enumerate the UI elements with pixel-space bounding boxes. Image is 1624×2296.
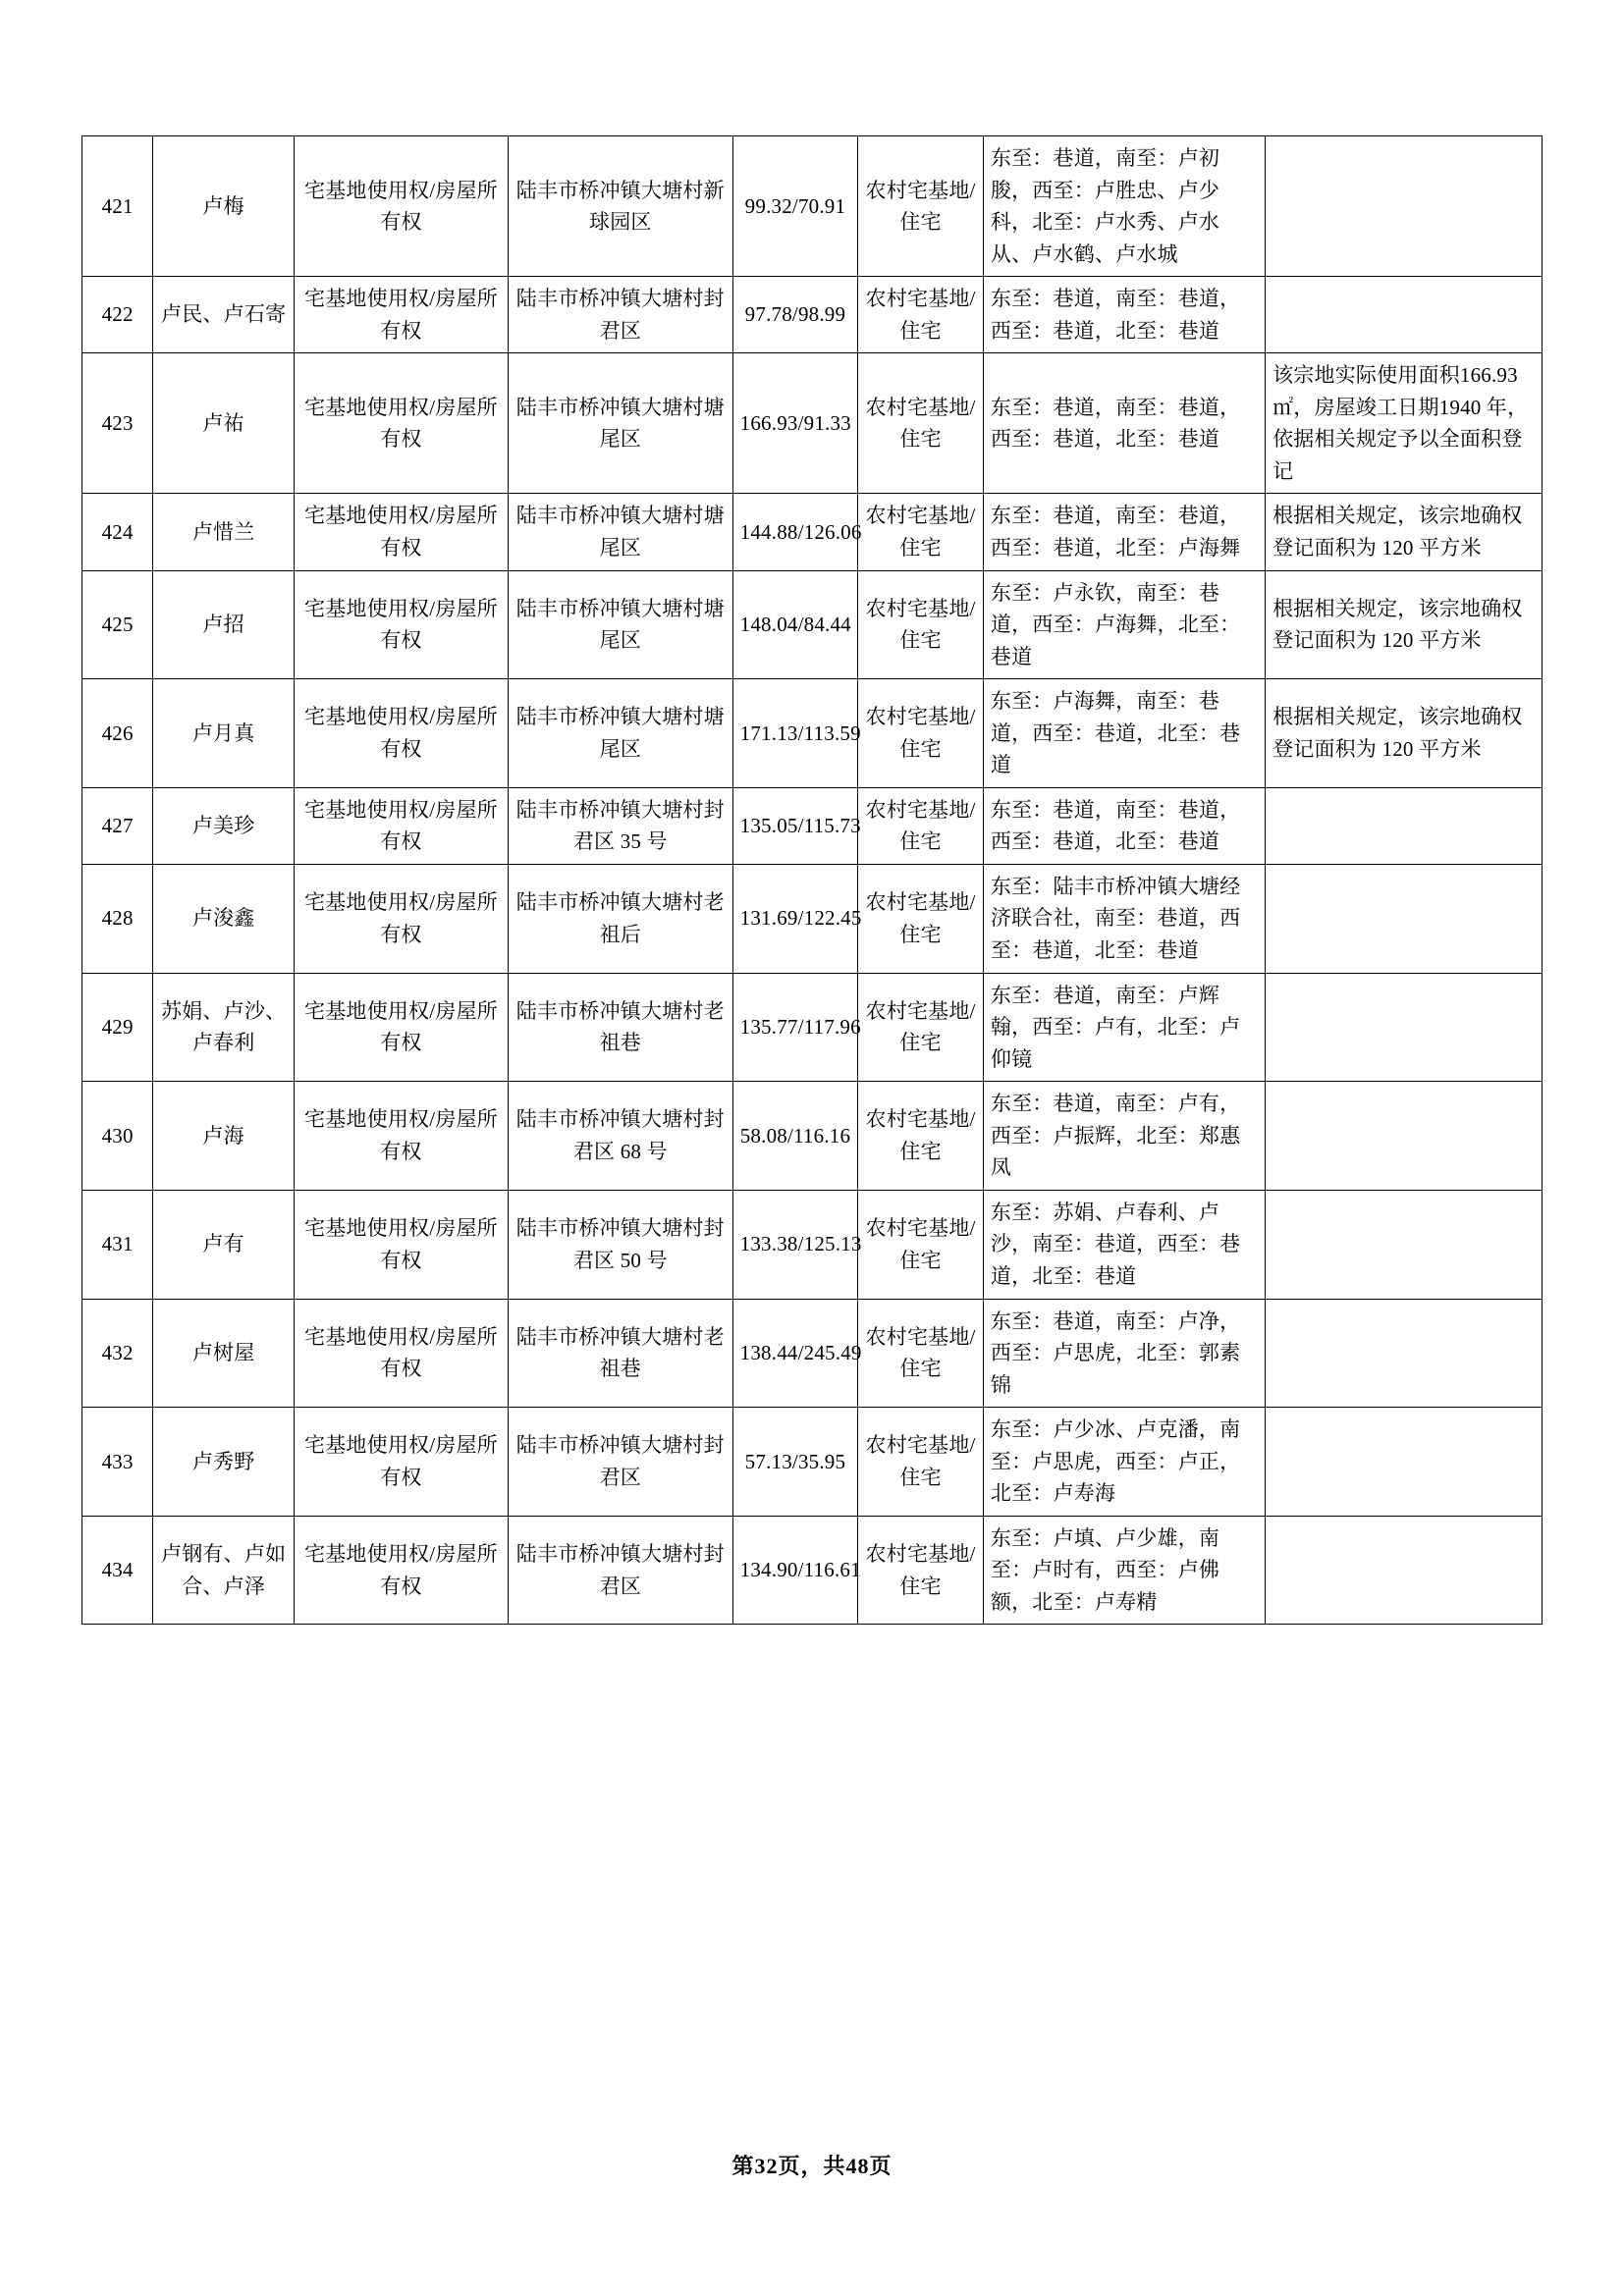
cell-right-type: 宅基地使用权/房屋所有权: [294, 1516, 508, 1625]
cell-right-type: 宅基地使用权/房屋所有权: [294, 1299, 508, 1408]
cell-location: 陆丰市桥冲镇大塘村封君区 35 号: [508, 787, 732, 864]
cell-remark: [1266, 973, 1543, 1082]
cell-area: 57.13/35.95: [732, 1408, 858, 1517]
cell-right-type: 宅基地使用权/房屋所有权: [294, 136, 508, 277]
cell-location: 陆丰市桥冲镇大塘村封君区: [508, 1408, 732, 1517]
cell-boundary: 东至：苏娟、卢春利、卢沙，南至：巷道，西至：巷道，北至：巷道: [983, 1190, 1265, 1299]
cell-right-type: 宅基地使用权/房屋所有权: [294, 277, 508, 353]
cell-land-use: 农村宅基地/住宅: [858, 1190, 984, 1299]
cell-serial-number: 432: [82, 1299, 153, 1408]
cell-right-type: 宅基地使用权/房屋所有权: [294, 353, 508, 494]
table-row: [82, 973, 1543, 1082]
cell-land-use: 农村宅基地/住宅: [858, 1299, 984, 1408]
cell-remark: 该宗地实际使用面积166.93㎡，房屋竣工日期1940 年，依据相关规定予以全面积登记: [1266, 353, 1543, 494]
cell-boundary: 东至：巷道，南至：巷道，西至：巷道，北至：巷道: [983, 787, 1265, 864]
table-row: [82, 1190, 1543, 1299]
cell-boundary: 东至：巷道，南至：巷道，西至：巷道，北至：卢海舞: [983, 494, 1265, 570]
cell-remark: [1266, 1190, 1543, 1299]
cell-right-type: 宅基地使用权/房屋所有权: [294, 973, 508, 1082]
cell-right-type: 宅基地使用权/房屋所有权: [294, 1082, 508, 1191]
cell-remark: 根据相关规定，该宗地确权登记面积为 120 平方米: [1266, 494, 1543, 570]
cell-serial-number: 428: [82, 864, 153, 973]
table-row: [82, 277, 1543, 353]
cell-remark: [1266, 1516, 1543, 1625]
table-row: [82, 1516, 1543, 1625]
footer-suffix: 页: [869, 2154, 893, 2178]
cell-boundary: 东至：卢少冰、卢克潘，南至：卢思虎，西至：卢正，北至：卢寿海: [983, 1408, 1265, 1517]
cell-right-type: 宅基地使用权/房屋所有权: [294, 1190, 508, 1299]
cell-area: 138.44/245.49: [732, 1299, 858, 1408]
cell-serial-number: 425: [82, 570, 153, 679]
cell-serial-number: 426: [82, 679, 153, 788]
table-row: [82, 864, 1543, 973]
cell-owner-name: 卢月真: [153, 679, 295, 788]
cell-boundary: 东至：巷道，南至：卢净，西至：卢思虎，北至：郭素锦: [983, 1299, 1265, 1408]
cell-owner-name: 卢钢有、卢如合、卢泽: [153, 1516, 295, 1625]
cell-location: 陆丰市桥冲镇大塘村老祖巷: [508, 1299, 732, 1408]
cell-remark: [1266, 1299, 1543, 1408]
cell-serial-number: 431: [82, 1190, 153, 1299]
cell-location: 陆丰市桥冲镇大塘村老祖巷: [508, 973, 732, 1082]
cell-owner-name: 卢海: [153, 1082, 295, 1191]
cell-right-type: 宅基地使用权/房屋所有权: [294, 864, 508, 973]
cell-owner-name: 卢梅: [153, 136, 295, 277]
footer-middle: 页，共: [778, 2154, 846, 2178]
cell-owner-name: 卢招: [153, 570, 295, 679]
cell-land-use: 农村宅基地/住宅: [858, 353, 984, 494]
cell-remark: [1266, 277, 1543, 353]
cell-area: 99.32/70.91: [732, 136, 858, 277]
cell-area: 171.13/113.59: [732, 679, 858, 788]
cell-owner-name: 卢民、卢石寄: [153, 277, 295, 353]
cell-land-use: 农村宅基地/住宅: [858, 1516, 984, 1625]
cell-area: 131.69/122.45: [732, 864, 858, 973]
cell-location: 陆丰市桥冲镇大塘村塘尾区: [508, 570, 732, 679]
cell-boundary: 东至：卢永钦，南至：巷道，西至：卢海舞，北至：巷道: [983, 570, 1265, 679]
cell-land-use: 农村宅基地/住宅: [858, 973, 984, 1082]
cell-area: 144.88/126.06: [732, 494, 858, 570]
cell-serial-number: 427: [82, 787, 153, 864]
cell-serial-number: 422: [82, 277, 153, 353]
cell-location: 陆丰市桥冲镇大塘村封君区 68 号: [508, 1082, 732, 1191]
table-row: [82, 353, 1543, 494]
cell-owner-name: 卢祐: [153, 353, 295, 494]
cell-right-type: 宅基地使用权/房屋所有权: [294, 787, 508, 864]
cell-land-use: 农村宅基地/住宅: [858, 1082, 984, 1191]
cell-land-use: 农村宅基地/住宅: [858, 787, 984, 864]
table-row: [82, 1082, 1543, 1191]
cell-boundary: 东至：卢填、卢少雄，南至：卢时有，西至：卢佛额，北至：卢寿精: [983, 1516, 1265, 1625]
cell-boundary: 东至：陆丰市桥冲镇大塘经济联合社，南至：巷道，西至：巷道，北至：巷道: [983, 864, 1265, 973]
cell-remark: [1266, 1082, 1543, 1191]
cell-serial-number: 424: [82, 494, 153, 570]
cell-owner-name: 卢有: [153, 1190, 295, 1299]
cell-location: 陆丰市桥冲镇大塘村塘尾区: [508, 679, 732, 788]
cell-location: 陆丰市桥冲镇大塘村新球园区: [508, 136, 732, 277]
cell-land-use: 农村宅基地/住宅: [858, 570, 984, 679]
cell-owner-name: 卢浚鑫: [153, 864, 295, 973]
table-row: [82, 1299, 1543, 1408]
cell-area: 97.78/98.99: [732, 277, 858, 353]
cell-serial-number: 430: [82, 1082, 153, 1191]
cell-owner-name: 卢美珍: [153, 787, 295, 864]
cell-boundary: 东至：卢海舞，南至：巷道，西至：巷道，北至：巷道: [983, 679, 1265, 788]
table-row: [82, 787, 1543, 864]
cell-owner-name: 卢惜兰: [153, 494, 295, 570]
cell-location: 陆丰市桥冲镇大塘村封君区: [508, 1516, 732, 1625]
cell-remark: [1266, 136, 1543, 277]
cell-location: 陆丰市桥冲镇大塘村老祖后: [508, 864, 732, 973]
footer-prefix: 第: [731, 2154, 755, 2178]
table-row: [82, 679, 1543, 788]
cell-area: 58.08/116.16: [732, 1082, 858, 1191]
cell-area: 135.05/115.73: [732, 787, 858, 864]
cell-serial-number: 429: [82, 973, 153, 1082]
cell-owner-name: 卢秀野: [153, 1408, 295, 1517]
cell-boundary: 东至：巷道，南至：巷道，西至：巷道，北至：巷道: [983, 353, 1265, 494]
table-row: [82, 570, 1543, 679]
cell-area: 135.77/117.96: [732, 973, 858, 1082]
cell-area: 134.90/116.61: [732, 1516, 858, 1625]
footer-total-pages: 48: [845, 2154, 870, 2178]
cell-owner-name: 苏娟、卢沙、卢春利: [153, 973, 295, 1082]
cell-area: 166.93/91.33: [732, 353, 858, 494]
cell-boundary: 东至：巷道，南至：卢辉翰，西至：卢有，北至：卢仰镜: [983, 973, 1265, 1082]
cell-boundary: 东至：巷道，南至：巷道，西至：巷道，北至：巷道: [983, 277, 1265, 353]
registration-table: [81, 135, 1543, 1625]
cell-land-use: 农村宅基地/住宅: [858, 136, 984, 277]
cell-land-use: 农村宅基地/住宅: [858, 679, 984, 788]
cell-area: 148.04/84.44: [732, 570, 858, 679]
cell-remark: [1266, 787, 1543, 864]
cell-remark: [1266, 1408, 1543, 1517]
cell-land-use: 农村宅基地/住宅: [858, 277, 984, 353]
cell-right-type: 宅基地使用权/房屋所有权: [294, 494, 508, 570]
cell-land-use: 农村宅基地/住宅: [858, 1408, 984, 1517]
cell-location: 陆丰市桥冲镇大塘村塘尾区: [508, 353, 732, 494]
table-body: [82, 136, 1543, 1625]
table-row: [82, 136, 1543, 277]
table-row: [82, 494, 1543, 570]
cell-boundary: 东至：巷道，南至：卢初朘，西至：卢胜忠、卢少科，北至：卢水秀、卢水从、卢水鹤、卢水城: [983, 136, 1265, 277]
table-row: [82, 1408, 1543, 1517]
cell-land-use: 农村宅基地/住宅: [858, 494, 984, 570]
cell-serial-number: 433: [82, 1408, 153, 1517]
cell-serial-number: 434: [82, 1516, 153, 1625]
cell-boundary: 东至：巷道，南至：卢有，西至：卢振辉，北至：郑惠凤: [983, 1082, 1265, 1191]
cell-right-type: 宅基地使用权/房屋所有权: [294, 1408, 508, 1517]
cell-location: 陆丰市桥冲镇大塘村塘尾区: [508, 494, 732, 570]
cell-area: 133.38/125.13: [732, 1190, 858, 1299]
page-footer: [0, 2150, 1624, 2180]
footer-current-page: 32: [754, 2154, 779, 2178]
cell-remark: 根据相关规定，该宗地确权登记面积为 120 平方米: [1266, 570, 1543, 679]
cell-location: 陆丰市桥冲镇大塘村封君区 50 号: [508, 1190, 732, 1299]
cell-right-type: 宅基地使用权/房屋所有权: [294, 570, 508, 679]
cell-land-use: 农村宅基地/住宅: [858, 864, 984, 973]
cell-serial-number: 423: [82, 353, 153, 494]
cell-remark: [1266, 864, 1543, 973]
cell-owner-name: 卢树屋: [153, 1299, 295, 1408]
cell-remark: 根据相关规定，该宗地确权登记面积为 120 平方米: [1266, 679, 1543, 788]
cell-right-type: 宅基地使用权/房屋所有权: [294, 679, 508, 788]
cell-location: 陆丰市桥冲镇大塘村封君区: [508, 277, 732, 353]
cell-serial-number: 421: [82, 136, 153, 277]
